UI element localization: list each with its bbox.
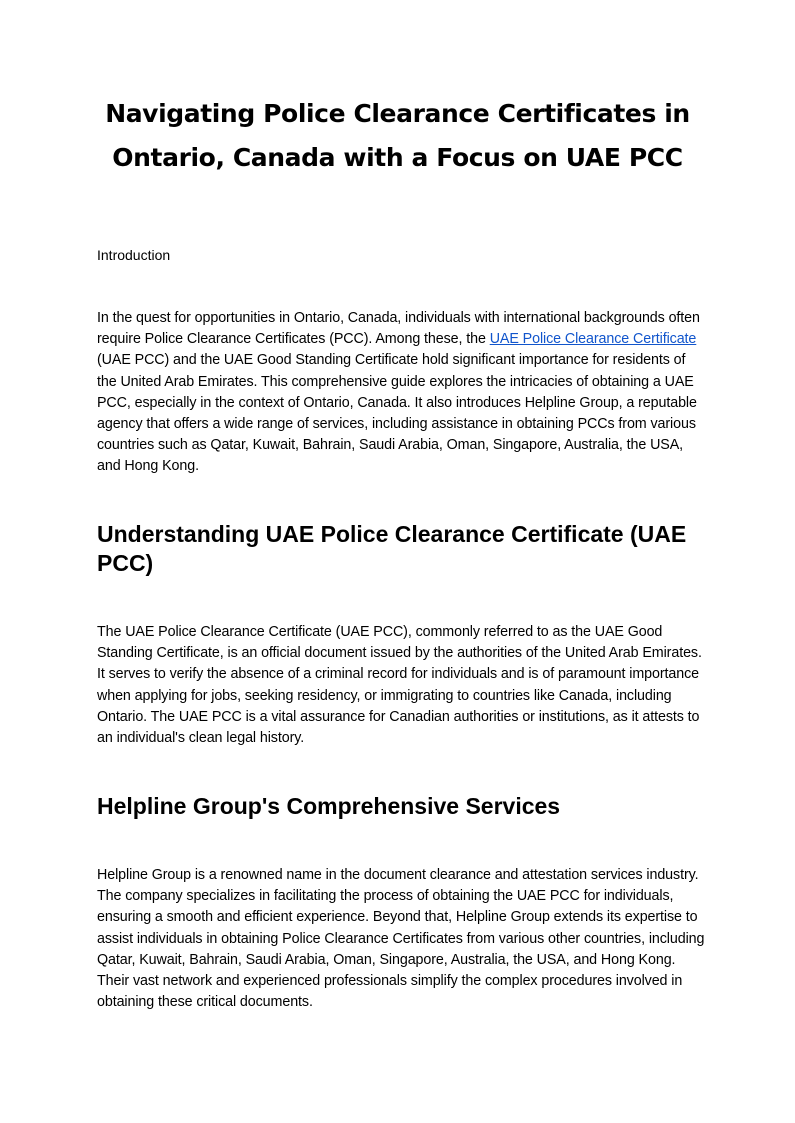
section-heading-helpline-services: Helpline Group's Comprehensive Services: [97, 793, 561, 819]
uae-pcc-link[interactable]: UAE Police Clearance Certificate: [489, 331, 697, 348]
section-paragraph-helpline-services: Helpline Group is a renowned name in the document clearance and attestation services industry. The company specializes in facilitating the process of obtaining the UAE PCC for individuals, ensuring a smooth and efficient experience. Beyond that, Helpline Group extends its expertise to assist individuals in obtaining Police Clearance Certificates from various other countries, including Qatar, Kuwait, Bahrain, Saudi Arabia, Oman, Singapore, Australia, the USA, and Hong Kong. Their vast network and experienced professionals simplify the complex procedures involved in obtaining these critical documents.: [97, 867, 705, 1011]
page-title: Navigating Police Clearance Certificates in Ontario, Canada with a Focus on UAE PCC: [105, 99, 690, 172]
intro-label: Introduction: [97, 247, 171, 263]
section-paragraph-understanding-uae-pcc: The UAE Police Clearance Certificate (UAE PCC), commonly referred to as the UAE Good Standing Certificate, is an official document issued by the authorities of the United Arab Emirates. It serves to verify the absence of a criminal record for individuals and is of paramount importance when applying for jobs, seeking residency, or immigrating to countries like Canada, including Ontario. The UAE PCC is a vital assurance for Canadian authorities or institutions, as it attests to an individual's clean legal history.: [97, 624, 702, 747]
intro-paragraph: [97, 308, 707, 478]
section-heading-understanding-uae-pcc: Understanding UAE Police Clearance Certificate (UAE PCC): [97, 521, 687, 576]
intro-paragraph-text-before: In the quest for opportunities in Ontario, Canada, individuals with international backgrounds often require Police Clearance Certificates (PCC). Among these, the: [97, 310, 700, 348]
intro-paragraph-text-after: (UAE PCC) and the UAE Good Standing Certificate hold significant importance for residents of the United Arab Emirates. This comprehensive guide explores the intricacies of obtaining a UAE PCC, especially in the context of Ontario, Canada. It also introduces Helpline Group, a reputable agency that offers a wide range of services, including assistance in obtaining PCCs from various countries such as Qatar, Kuwait, Bahrain, Saudi Arabia, Oman, Singapore, Australia, the USA, and Hong Kong.: [97, 352, 697, 475]
